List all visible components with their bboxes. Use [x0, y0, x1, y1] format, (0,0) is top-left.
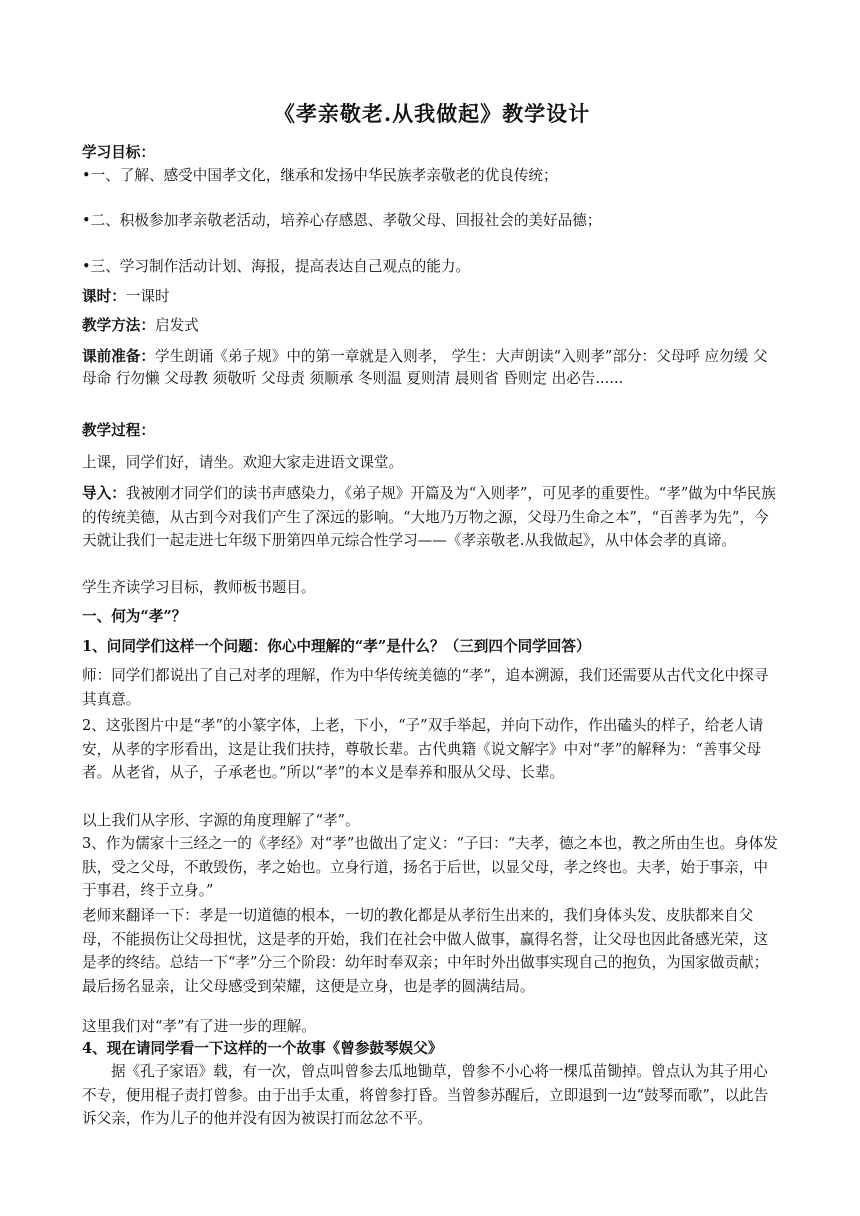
paragraph-3-summary: 这里我们对“孝”有了进一步的理解。 — [82, 1018, 316, 1035]
teaching-method-value: 启发式 — [154, 317, 199, 334]
story-paragraph: 据《孔子家语》载，有一次，曾点叫曾参去瓜地锄草，曾参不小心将一棵瓜苗锄掉。曾点认为其子用心不专，便用棍子责打曾参。由于出手太重，将曾参打昏。当曾参苏醒后，立即退到一边“鼓琴而歌”，以此告诉父亲，作为儿子的他并没有因为被误打而忿忿不平。 — [82, 1063, 769, 1127]
teacher-paragraph-1: 师：同学们都说出了自己对孝的理解，作为中华传统美德的“孝”，追本溯源，我们还需要从古代文化中探寻其真意。 — [82, 667, 769, 708]
paragraph-4-heading: 4、现在请同学看一下这样的一个故事《曾参鼓琴娱父》 — [82, 1040, 443, 1057]
intro-text: 我被刚才同学们的读书声感染力，《弟子规》开篇及为“入则孝”，可见孝的重要性。“孝”做为中华民族的传统美德，从古到今对我们产生了深远的影响。“大地乃万物之源，父母乃生命之本”，“百善孝为先”，今天就让我们一起走进七年级下册第四单元综合性学习——《孝亲敬老.从我做起》，从中体会孝的真谛。 — [82, 485, 776, 549]
section-1-heading: 一、何为“孝”？ — [82, 608, 187, 625]
paragraph-3-translation: 老师来翻译一下：孝是一切道德的根本，一切的教化都是从孝衍生出来的，我们身体头发、皮肤都来自父母，不能损伤让父母担忧，这是孝的开始，我们在社会中做人做事，赢得名誉，让父母也因此备感光荣，这是孝的终结。总结一下“孝”分三个阶段：幼年时奉双亲；中年时外出做事实现自己的抱负，为国家做贡献；最后扬名显亲，让父母感受到荣耀，这便是立身，也是孝的圆满结局。 — [82, 907, 769, 995]
goals-heading: 学习目标： — [82, 144, 155, 161]
paragraph-2: 2、这张图片中是“孝”的小篆字体，上老，下小，“子”双手举起，并向下动作，作出磕头的样子，给老人请安，从孝的字形看出，这是让我们扶持，尊敬长辈。古代典籍《说文解字》中对“孝”的解释为：“善事父母者。从老省，从子，子承老也。”所以“孝”的本义是奉养和服从父母、长辈。 — [82, 717, 764, 781]
preparation-text: 学生朗诵《弟子规》中的第一章就是入则孝， 学生：大声朗读“入则孝”部分：父母呼 应勿缓 父母命 行勿懒 父母教 须敬听 父母责 须顺承 冬则温 夏则清 晨则省 昏则定 出必告...... — [82, 348, 768, 387]
teaching-method — [82, 316, 782, 336]
teaching-method-label: 教学方法： — [82, 317, 155, 334]
intro-paragraph — [82, 482, 782, 553]
paragraph-2-summary: 以上我们从字形、字源的角度理解了“孝”。 — [82, 812, 360, 829]
goal-item-2: •二、积极参加孝亲敬老活动，培养心存感恩、孝敬父母、回报社会的美好品德； — [82, 212, 602, 229]
goal-item-3: •三、学习制作活动计划、海报，提高表达自己观点的能力。 — [82, 258, 471, 275]
question-1: 1、问同学们这样一个问题：你心中理解的“孝”是什么？（三到四个同学回答） — [82, 638, 591, 655]
process-heading: 教学过程： — [82, 422, 155, 439]
lesson-time — [82, 287, 782, 307]
greeting-line: 上课，同学们好，请坐。欢迎大家走进语文课堂。 — [82, 454, 404, 471]
goal-item-1: •一、了解、感受中国孝文化，继承和发扬中华民族孝亲敬老的优良传统； — [82, 167, 558, 184]
document-title: 《孝亲敬老.从我做起》教学设计 — [273, 101, 591, 126]
preparation-label: 课前准备： — [82, 348, 155, 365]
paragraph-3: 3、作为儒家十三经之一的《孝经》对“孝”也做出了定义：“子曰：“夫孝，德之本也，教之所由生也。身体发肤，受之父母，不敢毁伤，孝之始也。立身行道，扬名于后世，以显父母，孝之终也。夫孝，始于事亲，中于事君，终于立身。” — [82, 835, 778, 899]
read-goals-line: 学生齐读学习目标，教师板书题目。 — [82, 579, 316, 596]
lesson-time-label: 课时： — [82, 288, 126, 305]
intro-label: 导入： — [82, 485, 126, 502]
preparation-paragraph — [82, 346, 782, 390]
lesson-time-value: 一课时 — [125, 288, 170, 305]
